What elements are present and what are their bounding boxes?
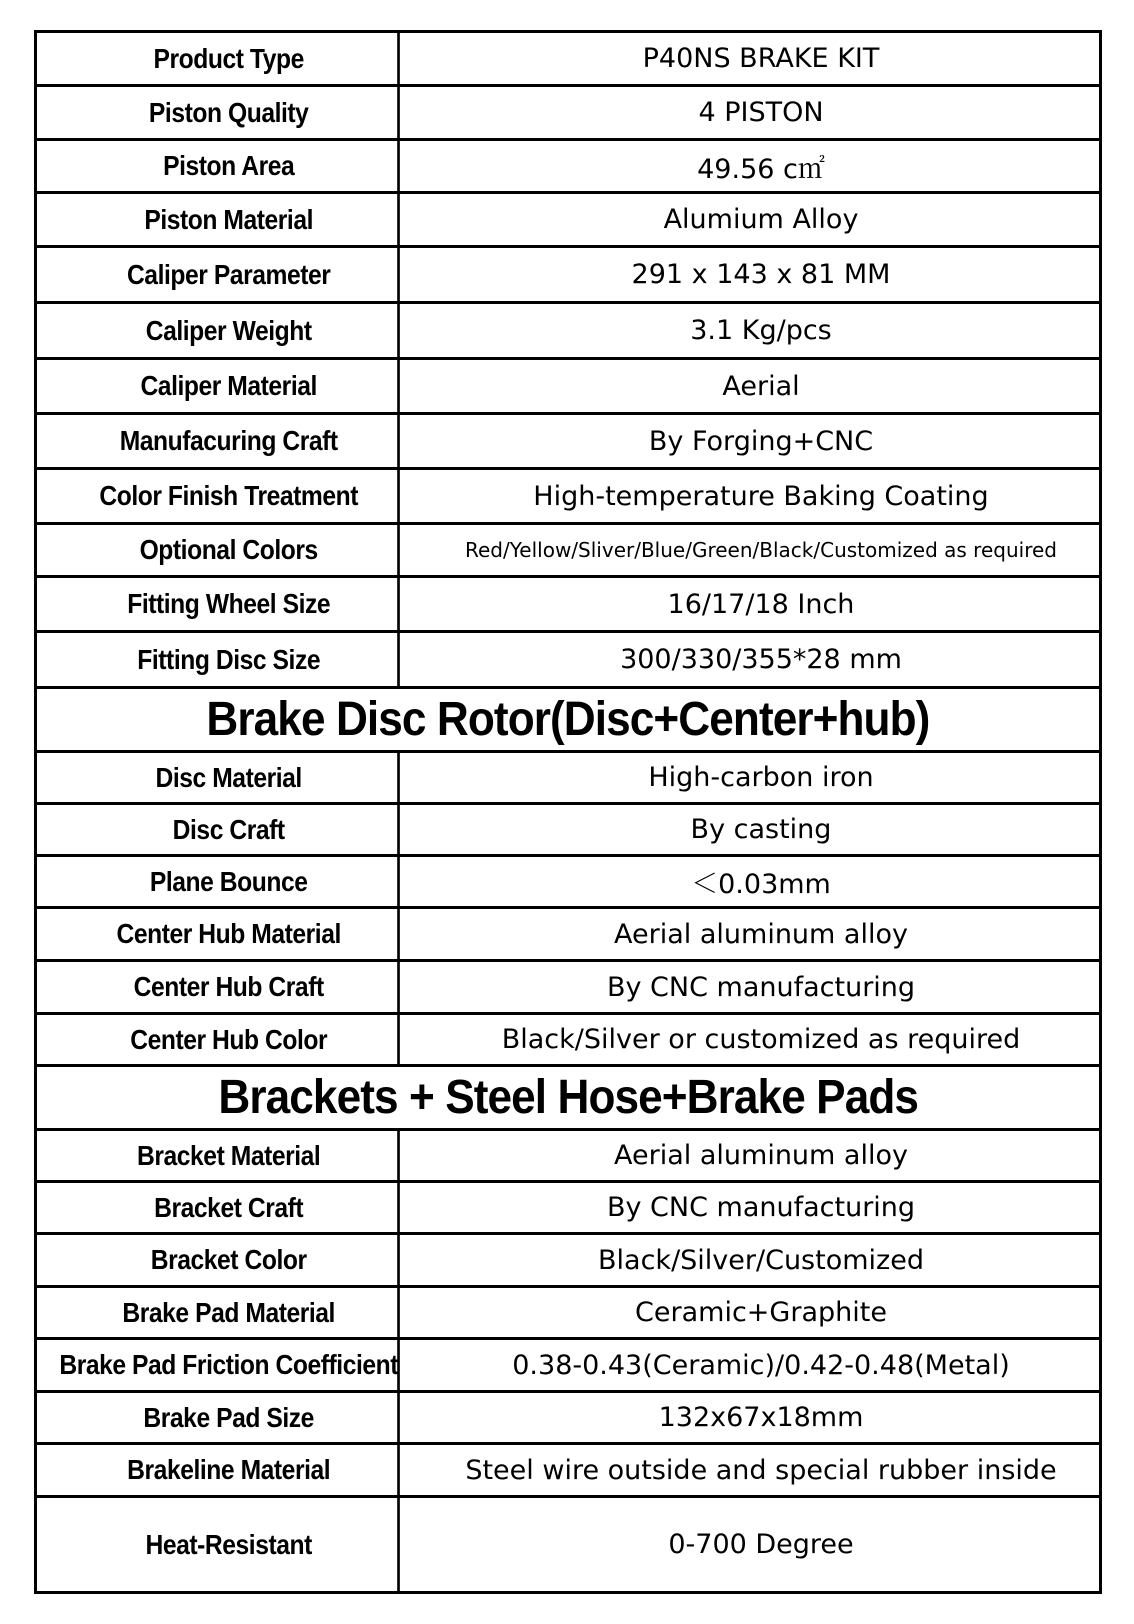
spec-row-bracket-material bbox=[37, 1131, 1099, 1183]
spec-label: Brake Pad Size bbox=[60, 1393, 400, 1442]
spec-label: Center Hub Color bbox=[60, 1015, 400, 1064]
spec-label: Plane Bounce bbox=[60, 857, 400, 906]
spec-label: Disc Craft bbox=[60, 805, 400, 854]
spec-row-bracket-craft bbox=[37, 1183, 1099, 1235]
spec-label: Piston Quality bbox=[60, 87, 400, 138]
spec-value: ＜0.03mm bbox=[691, 869, 831, 900]
spec-value: Black/Silver or customized as required bbox=[501, 1024, 1021, 1055]
spec-value: 132x67x18mm bbox=[658, 1402, 864, 1433]
spec-row-center-hub-material bbox=[37, 909, 1099, 962]
spec-label: Caliper Parameter bbox=[60, 248, 400, 301]
spec-label: Piston Material bbox=[60, 194, 400, 245]
spec-label: Caliper Material bbox=[60, 360, 400, 412]
spec-value: Steel wire outside and special rubber inside bbox=[465, 1454, 1057, 1486]
spec-row-fitting-disc-size bbox=[37, 633, 1099, 689]
spec-sheet bbox=[34, 30, 1102, 1594]
spec-label: Fitting Disc Size bbox=[60, 633, 400, 686]
spec-label: Product Type bbox=[60, 33, 400, 84]
spec-row-manufacturing-craft bbox=[37, 415, 1099, 470]
spec-label: Disc Material bbox=[60, 753, 400, 802]
spec-value: 300/330/355*28 mm bbox=[620, 644, 902, 675]
spec-label: Color Finish Treatment bbox=[60, 470, 400, 522]
spec-row-caliper-parameter bbox=[37, 248, 1099, 304]
spec-value: High-temperature Baking Coating bbox=[533, 480, 989, 512]
section-title-rotor bbox=[37, 689, 1099, 753]
spec-row-piston-area bbox=[37, 141, 1099, 194]
spec-value: By CNC manufacturing bbox=[606, 971, 916, 1003]
spec-value: Alumium Alloy bbox=[663, 204, 859, 235]
spec-label: Center Hub Craft bbox=[60, 962, 400, 1012]
spec-value: 4 PISTON bbox=[698, 97, 824, 128]
spec-label: Caliper Weight bbox=[60, 304, 400, 357]
spec-row-center-hub-color bbox=[37, 1015, 1099, 1067]
spec-row-brake-pad-size bbox=[37, 1393, 1099, 1445]
spec-label: Heat-Resistant bbox=[60, 1498, 400, 1591]
spec-label: Brakeline Material bbox=[60, 1445, 400, 1495]
spec-row-optional-colors bbox=[37, 525, 1099, 578]
spec-row-bracket-color bbox=[37, 1235, 1099, 1288]
spec-row-caliper-material bbox=[37, 360, 1099, 415]
spec-label: Piston Area bbox=[60, 141, 400, 191]
spec-row-plane-bounce bbox=[37, 857, 1099, 909]
spec-label: Brake Pad Material bbox=[60, 1288, 400, 1337]
spec-value: 291 x 143 x 81 MM bbox=[631, 259, 891, 290]
spec-row-piston-quality bbox=[37, 87, 1099, 141]
spec-label: Manufacuring Craft bbox=[60, 415, 400, 467]
spec-value: 49.56 c㎡ bbox=[697, 153, 825, 185]
spec-value: P40NS BRAKE KIT bbox=[642, 43, 880, 74]
spec-value: Black/Silver/Customized bbox=[598, 1244, 924, 1276]
spec-label: Bracket Craft bbox=[60, 1183, 400, 1232]
spec-value: 16/17/18 Inch bbox=[667, 588, 855, 620]
spec-value: By CNC manufacturing bbox=[606, 1192, 916, 1223]
spec-value: By casting bbox=[690, 814, 832, 845]
spec-row-disc-material bbox=[37, 753, 1099, 805]
spec-value: Red/Yellow/Sliver/Blue/Green/Black/Customized as required bbox=[465, 538, 1057, 562]
spec-value: Aerial aluminum alloy bbox=[614, 918, 908, 950]
spec-row-brake-pad-friction bbox=[37, 1340, 1099, 1393]
spec-label: Center Hub Material bbox=[60, 909, 400, 959]
spec-value: Aerial bbox=[722, 370, 800, 402]
spec-value: Aerial aluminum alloy bbox=[614, 1140, 908, 1171]
spec-row-disc-craft bbox=[37, 805, 1099, 857]
spec-value: Ceramic+Graphite bbox=[635, 1297, 887, 1328]
spec-row-heat-resistant bbox=[37, 1498, 1099, 1591]
spec-row-caliper-weight bbox=[37, 304, 1099, 360]
spec-row-piston-material bbox=[37, 194, 1099, 248]
spec-label: Brake Pad Friction Coefficient bbox=[60, 1340, 400, 1390]
spec-label: Bracket Color bbox=[60, 1235, 400, 1285]
spec-label: Fitting Wheel Size bbox=[60, 578, 400, 630]
spec-value: 3.1 Kg/pcs bbox=[690, 315, 832, 346]
spec-row-product-type bbox=[37, 33, 1099, 87]
section-title-text: Brake Disc Rotor(Disc+Center+hub) bbox=[206, 693, 930, 746]
spec-row-brakeline-material bbox=[37, 1445, 1099, 1498]
spec-value: 0.38-0.43(Ceramic)/0.42-0.48(Metal) bbox=[512, 1349, 1010, 1381]
spec-label: Optional Colors bbox=[60, 525, 400, 575]
section-title-text: Brackets + Steel Hose+Brake Pads bbox=[218, 1071, 918, 1124]
spec-value: By Forging+CNC bbox=[648, 425, 874, 457]
spec-row-color-finish bbox=[37, 470, 1099, 525]
spec-label: Bracket Material bbox=[60, 1131, 400, 1180]
spec-row-fitting-wheel-size bbox=[37, 578, 1099, 633]
spec-row-center-hub-craft bbox=[37, 962, 1099, 1015]
spec-value: High-carbon iron bbox=[648, 762, 874, 793]
spec-row-brake-pad-material bbox=[37, 1288, 1099, 1340]
section-title-accessories bbox=[37, 1067, 1099, 1131]
spec-value: 0-700 Degree bbox=[668, 1529, 854, 1560]
